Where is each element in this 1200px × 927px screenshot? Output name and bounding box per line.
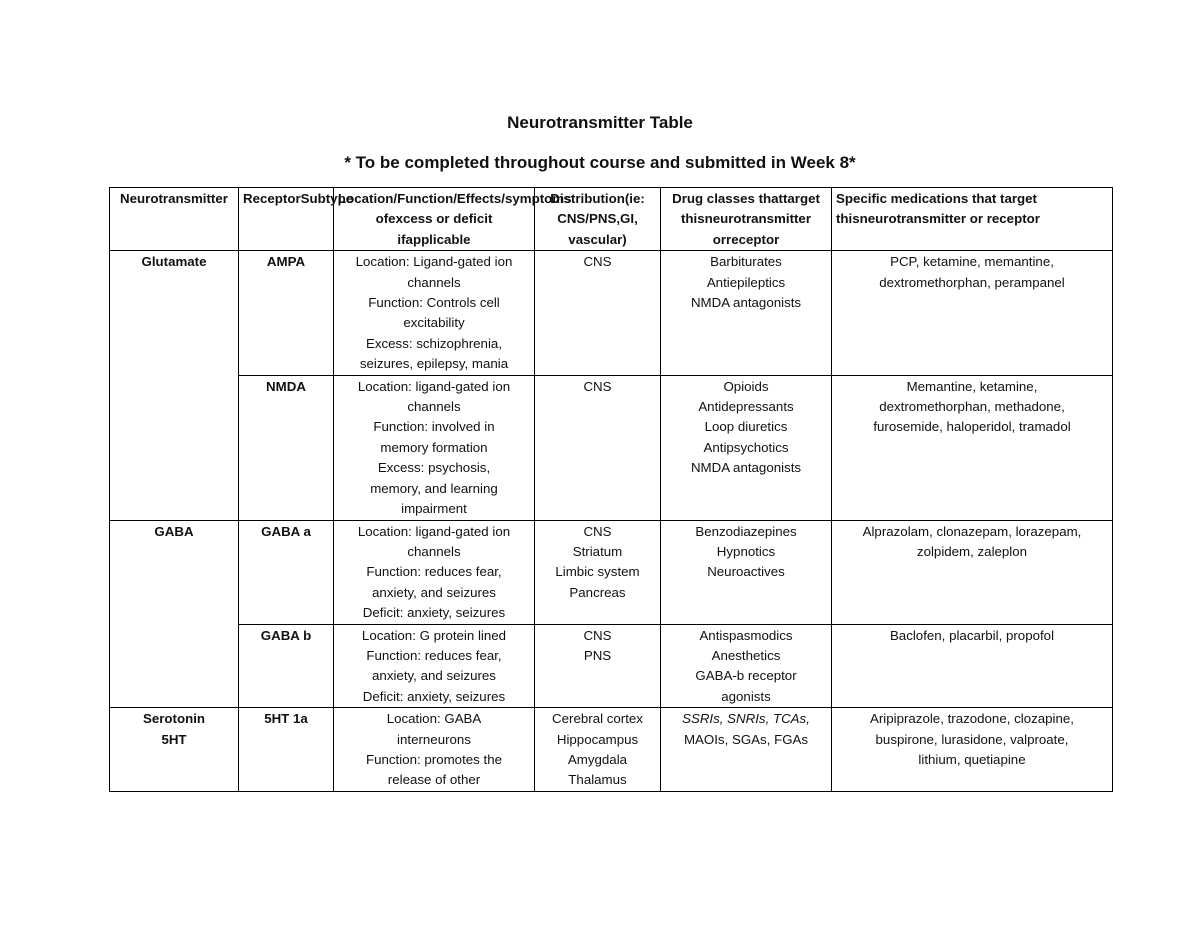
header-line: Distribution [550, 191, 625, 206]
header-line: excess or deficit if [388, 211, 493, 247]
cell-line: GABA a [261, 523, 311, 539]
table-row [110, 624, 1113, 708]
cell-line: Glutamate [141, 254, 207, 270]
cell-line: NMDA [266, 378, 306, 394]
specific-medications-cell [832, 520, 1113, 624]
header-line: Drug classes that [672, 191, 783, 206]
cell-line: GABA [154, 523, 194, 539]
drug-classes-cell [661, 708, 832, 792]
neurotransmitter-cell [110, 251, 239, 520]
header-row [110, 188, 1113, 251]
header-line: receptor [726, 231, 780, 247]
drug-classes-cell [661, 251, 832, 375]
cell-line: Striatum [572, 543, 623, 559]
cell-line: zolpidem, zaleplon [916, 543, 1028, 559]
cell-line: MAOIs, SGAs, FGAs [683, 731, 809, 747]
receptor-subtype-cell [239, 708, 334, 792]
cell-line: Antiepileptics [706, 274, 786, 290]
cell-line: CNS [583, 254, 612, 270]
receptor-subtype-cell [239, 251, 334, 375]
cell-line: Function: promotes the [366, 751, 502, 767]
header-line: target this [680, 191, 820, 227]
location-function-cell [334, 520, 535, 624]
neurotransmitter-cell [110, 520, 239, 708]
cell-line: anxiety, and seizures [372, 584, 496, 600]
cell-line: Antidepressants [698, 399, 794, 415]
cell-line: furosemide, haloperidol, tramadol [873, 419, 1071, 435]
location-function-cell [334, 624, 535, 708]
specific-medications-cell [832, 708, 1113, 792]
cell-line: Thalamus [568, 772, 627, 788]
distribution-cell [535, 375, 661, 520]
specific-medications-cell [832, 251, 1113, 375]
cell-line: Loop diuretics [704, 419, 788, 435]
header-line: Effects/symptoms of [375, 191, 572, 227]
cell-line: Excess: schizophrenia, [366, 335, 502, 351]
table-body [110, 251, 1113, 792]
header-neurotransmitter [110, 188, 239, 251]
cell-line: Limbic system [555, 564, 640, 580]
cell-line: Serotonin [142, 711, 206, 727]
table-row [110, 708, 1113, 792]
receptor-subtype-cell [239, 520, 334, 624]
cell-line: dextromethorphan, methadone, [879, 399, 1065, 415]
header-line: Location/Function/ [338, 191, 457, 206]
cell-line: seizures, epilepsy, mania [359, 356, 509, 372]
cell-line: anxiety, and seizures [372, 668, 496, 684]
table-header [110, 188, 1113, 251]
cell-line: Location: G protein lined [361, 627, 507, 643]
distribution-cell [535, 624, 661, 708]
cell-line: 5HT [161, 731, 187, 747]
cell-line: channels [407, 543, 461, 559]
header-line: GI, vascular) [568, 211, 638, 247]
cell-line: agonists [721, 688, 771, 704]
receptor-subtype-cell [239, 375, 334, 520]
cell-line: AMPA [266, 254, 306, 270]
cell-line: channels [407, 399, 461, 415]
cell-line: SSRIs, SNRIs, TCAs, [682, 711, 810, 727]
cell-line: Excess: psychosis, [377, 460, 491, 476]
header-line: applicable [405, 231, 471, 247]
header-line: (ie: CNS/PNS, [557, 191, 645, 227]
header-line: Receptor [243, 191, 301, 206]
drug-classes-cell [661, 624, 832, 708]
cell-line: NMDA antagonists [690, 460, 802, 476]
location-function-cell [334, 251, 535, 375]
cell-line: PCP, ketamine, memantine, [890, 254, 1054, 270]
cell-line: Location: Ligand-gated ion [355, 254, 513, 270]
cell-line: CNS [583, 378, 612, 394]
header-drug-classes [661, 188, 832, 251]
specific-medications-cell [832, 375, 1113, 520]
header-specific-medications [832, 188, 1113, 251]
document-subtitle: * To be completed throughout course and submitted in Week 8* [344, 153, 856, 172]
cell-line: CNS [583, 627, 612, 643]
cell-line: buspirone, lurasidone, valproate, [875, 731, 1069, 747]
cell-line: Location: ligand-gated ion [357, 378, 511, 394]
cell-line: Deficit: anxiety, seizures [362, 688, 506, 704]
cell-line: Function: involved in [373, 419, 495, 435]
cell-line: Opioids [723, 378, 769, 394]
cell-line: release of other [387, 772, 481, 788]
cell-line: Aripiprazole, trazodone, clozapine, [869, 711, 1074, 727]
cell-line: NMDA antagonists [690, 295, 802, 311]
cell-line: Memantine, ketamine, [906, 378, 1038, 394]
cell-line: Hypnotics [716, 543, 776, 559]
cell-line: Alprazolam, clonazepam, lorazepam, [862, 523, 1082, 539]
cell-line: Location: GABA [386, 711, 482, 727]
drug-classes-cell [661, 375, 832, 520]
cell-line: Location: ligand-gated ion [357, 523, 511, 539]
header-receptor-subtype [239, 188, 354, 251]
cell-line: Neuroactives [707, 564, 785, 580]
header-line: Neuro [120, 191, 159, 206]
distribution-cell [535, 251, 661, 375]
neurotransmitter-cell [110, 708, 239, 792]
header-line: neurotransmitter or receptor [859, 211, 1040, 227]
cell-line: Baclofen, placarbil, propofol [889, 627, 1055, 643]
location-function-cell [334, 375, 535, 520]
cell-line: interneurons [397, 731, 471, 747]
cell-line: Anesthetics [711, 647, 781, 663]
header-line: neurotransmitter or [704, 211, 812, 247]
document-title: Neurotransmitter Table [507, 113, 693, 132]
table-row [110, 520, 1113, 624]
cell-line: Pancreas [569, 584, 626, 600]
cell-line: Hippocampus [556, 731, 639, 747]
cell-line: memory formation [380, 439, 488, 455]
cell-line: CNS [583, 523, 612, 539]
cell-line: Function: reduces fear, [366, 647, 502, 663]
cell-line: Antipsychotics [703, 439, 789, 455]
distribution-cell [535, 708, 661, 792]
cell-line: GABA b [260, 627, 312, 643]
cell-line: impairment [401, 501, 467, 517]
header-distribution [535, 188, 661, 251]
specific-medications-cell [832, 624, 1113, 708]
cell-line: Function: Controls cell [368, 295, 500, 311]
cell-line: PNS [583, 647, 612, 663]
cell-line: 5HT 1a [264, 711, 308, 727]
cell-line: Function: reduces fear, [366, 564, 502, 580]
cell-line: channels [407, 274, 461, 290]
receptor-subtype-cell [239, 624, 334, 708]
cell-line: dextromethorphan, perampanel [879, 274, 1065, 290]
cell-line: memory, and learning [370, 480, 498, 496]
distribution-cell [535, 520, 661, 624]
cell-line: Amygdala [567, 751, 628, 767]
header-location-function [334, 188, 572, 251]
header-line: Specific medications that target this [836, 191, 1037, 227]
cell-line: Barbiturates [710, 254, 782, 270]
cell-line: excitability [403, 315, 465, 331]
header-line: Subtype [300, 191, 354, 206]
table-row [110, 251, 1113, 375]
cell-line: lithium, quetiapine [918, 751, 1026, 767]
cell-line: Benzodiazepines [695, 523, 797, 539]
cell-line: Deficit: anxiety, seizures [362, 605, 506, 621]
table-row [110, 375, 1113, 520]
cell-line: Cerebral cortex [552, 711, 643, 727]
drug-classes-cell [661, 520, 832, 624]
neurotransmitter-table [109, 187, 1113, 792]
cell-line: GABA-b receptor [695, 668, 797, 684]
location-function-cell [334, 708, 535, 792]
header-line: transmitter [158, 191, 228, 206]
cell-line: Antispasmodics [699, 627, 793, 643]
